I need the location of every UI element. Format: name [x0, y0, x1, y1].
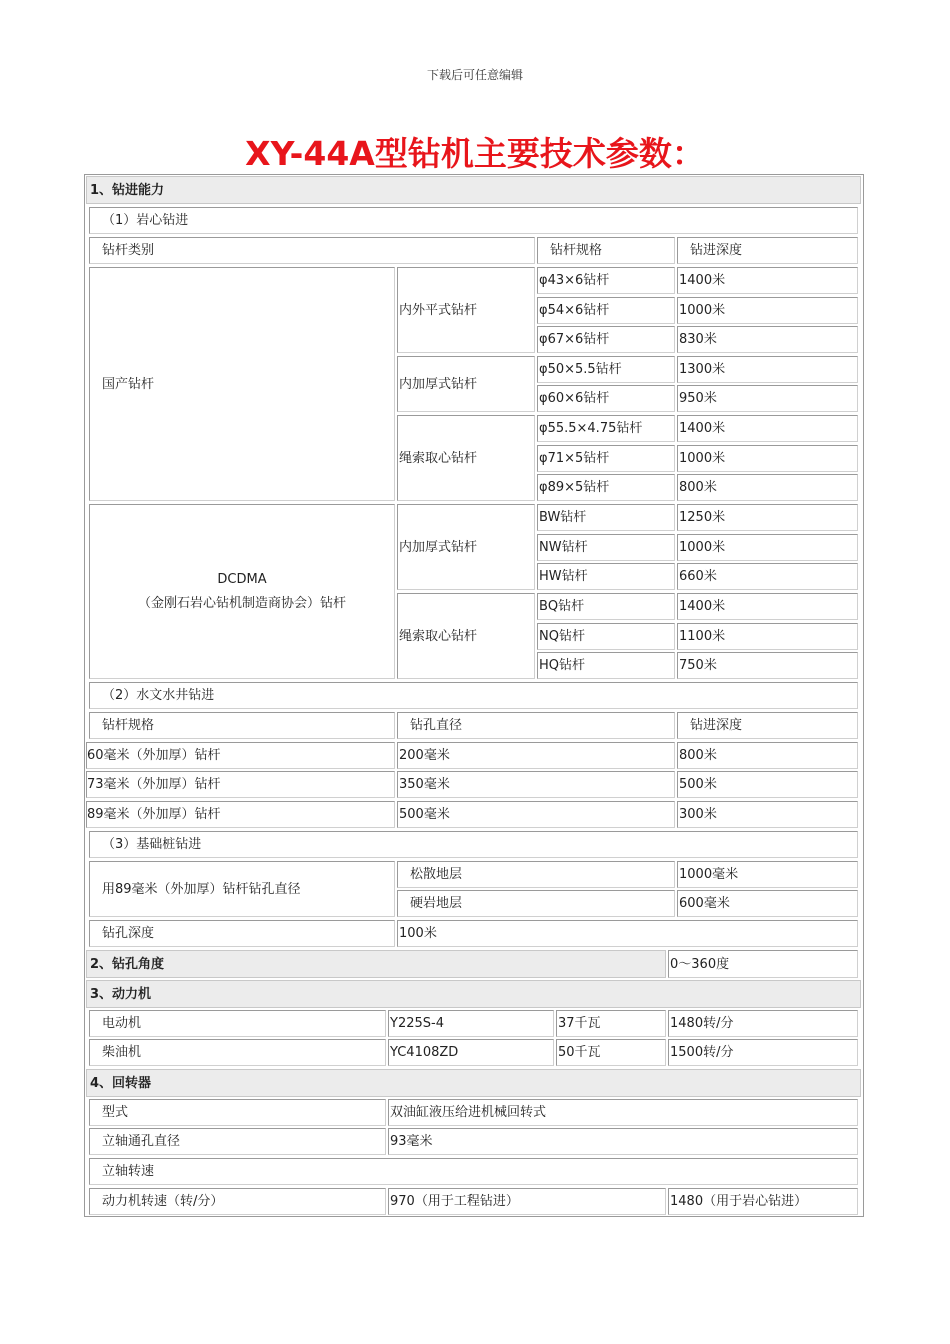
engine-model: YC4108ZD	[388, 1039, 554, 1066]
rod-spec: NW钻杆	[537, 534, 675, 561]
dcdma-line-2: （金刚石岩心钻机制造商协会）钻杆	[137, 595, 346, 611]
upset-rod-label: 内加厚式钻杆	[397, 356, 535, 412]
pile-drilling-heading: （3）基础桩钻进	[89, 831, 858, 858]
drill-angle-value: 0～360度	[668, 950, 858, 978]
flush-rod-label: 内外平式钻杆	[397, 267, 535, 353]
drill-depth: 1250米	[677, 504, 858, 531]
col-water-depth: 钻进深度	[677, 712, 858, 739]
water-depth: 800米	[677, 742, 858, 769]
col-rod-type: 钻杆类别	[89, 237, 535, 264]
drill-depth: 1000米	[677, 534, 858, 561]
engine-model: Y225S-4	[388, 1010, 554, 1037]
loose-stratum-value: 1000毫米	[677, 861, 858, 888]
section-2-heading: 2、钻孔角度	[86, 950, 666, 978]
drill-depth: 1400米	[677, 415, 858, 442]
drill-depth: 660米	[677, 563, 858, 590]
rod-spec: φ71×5钻杆	[537, 445, 675, 472]
drill-depth: 950米	[677, 385, 858, 412]
col-water-rod-spec: 钻杆规格	[89, 712, 395, 739]
hard-rock-label: 硬岩地层	[397, 890, 675, 917]
rod-spec: φ55.5×4.75钻杆	[537, 415, 675, 442]
page-title: XY-44A型钻机主要技术参数：	[245, 134, 705, 173]
water-rod-spec: 89毫米（外加厚）钻杆	[86, 801, 395, 828]
dc-wireline-rod-label: 绳索取心钻杆	[397, 593, 535, 679]
engine-speed: 1500转/分	[668, 1039, 858, 1066]
rod-spec: φ43×6钻杆	[537, 267, 675, 294]
drill-depth: 750米	[677, 652, 858, 679]
header-note: 下载后可任意编辑	[426, 68, 523, 82]
hard-rock-value: 600毫米	[677, 890, 858, 917]
hole-diameter: 350毫米	[397, 771, 675, 798]
col-drill-depth: 钻进深度	[677, 237, 858, 264]
water-depth: 300米	[677, 801, 858, 828]
wireline-rod-label: 绳索取心钻杆	[397, 415, 535, 501]
col-rod-spec: 钻杆规格	[537, 237, 675, 264]
rod-spec: HQ钻杆	[537, 652, 675, 679]
engine-speed: 1480转/分	[668, 1010, 858, 1037]
dcdma-rods-label	[89, 504, 395, 679]
section-1-heading: 1、钻进能力	[86, 176, 861, 204]
water-rod-spec: 73毫米（外加厚）钻杆	[86, 771, 395, 798]
motor-speed-core: 1480（用于岩心钻进）	[668, 1188, 858, 1215]
spindle-bore-label: 立轴通孔直径	[89, 1128, 386, 1155]
rotator-type-value: 双油缸液压给进机械回转式	[388, 1099, 858, 1126]
pile-depth-label: 钻孔深度	[89, 920, 395, 947]
drill-depth: 1300米	[677, 356, 858, 383]
rod-spec: NQ钻杆	[537, 623, 675, 650]
core-drilling-heading: （1）岩心钻进	[89, 207, 858, 234]
domestic-rods-label: 国产钻杆	[89, 267, 395, 501]
engine-power: 37千瓦	[556, 1010, 666, 1037]
rod-spec: φ89×5钻杆	[537, 474, 675, 501]
rod-spec: φ54×6钻杆	[537, 297, 675, 324]
rod-spec: HW钻杆	[537, 563, 675, 590]
hole-diameter: 500毫米	[397, 801, 675, 828]
col-hole-diameter: 钻孔直径	[397, 712, 675, 739]
drill-depth: 1100米	[677, 623, 858, 650]
water-depth: 500米	[677, 771, 858, 798]
rod-spec: BQ钻杆	[537, 593, 675, 620]
rod-spec: φ50×5.5钻杆	[537, 356, 675, 383]
drill-depth: 1400米	[677, 267, 858, 294]
pile-rod-label: 用89毫米（外加厚）钻杆钻孔直径	[89, 861, 395, 917]
section-3-heading: 3、动力机	[86, 980, 861, 1008]
section-4-heading: 4、回转器	[86, 1069, 861, 1097]
rod-spec: φ60×6钻杆	[537, 385, 675, 412]
dcdma-line-1: DCDMA	[217, 571, 267, 587]
rod-spec: φ67×6钻杆	[537, 326, 675, 353]
drill-depth: 800米	[677, 474, 858, 501]
drill-depth: 1000米	[677, 297, 858, 324]
spindle-speed-label: 立轴转速	[89, 1158, 858, 1185]
dc-upset-rod-label: 内加厚式钻杆	[397, 504, 535, 590]
engine-power: 50千瓦	[556, 1039, 666, 1066]
engine-name: 柴油机	[89, 1039, 386, 1066]
rod-spec: BW钻杆	[537, 504, 675, 531]
loose-stratum-label: 松散地层	[397, 861, 675, 888]
drill-depth: 1400米	[677, 593, 858, 620]
motor-speed-engineering: 970（用于工程钻进）	[388, 1188, 666, 1215]
engine-name: 电动机	[89, 1010, 386, 1037]
water-rod-spec: 60毫米（外加厚）钻杆	[86, 742, 395, 769]
spindle-bore-value: 93毫米	[388, 1128, 858, 1155]
motor-speed-label: 动力机转速（转/分）	[89, 1188, 386, 1215]
drill-depth: 1000米	[677, 445, 858, 472]
water-drilling-heading: （2）水文水井钻进	[89, 682, 858, 709]
drill-depth: 830米	[677, 326, 858, 353]
pile-depth-value: 100米	[397, 920, 858, 947]
rotator-type-label: 型式	[89, 1099, 386, 1126]
hole-diameter: 200毫米	[397, 742, 675, 769]
